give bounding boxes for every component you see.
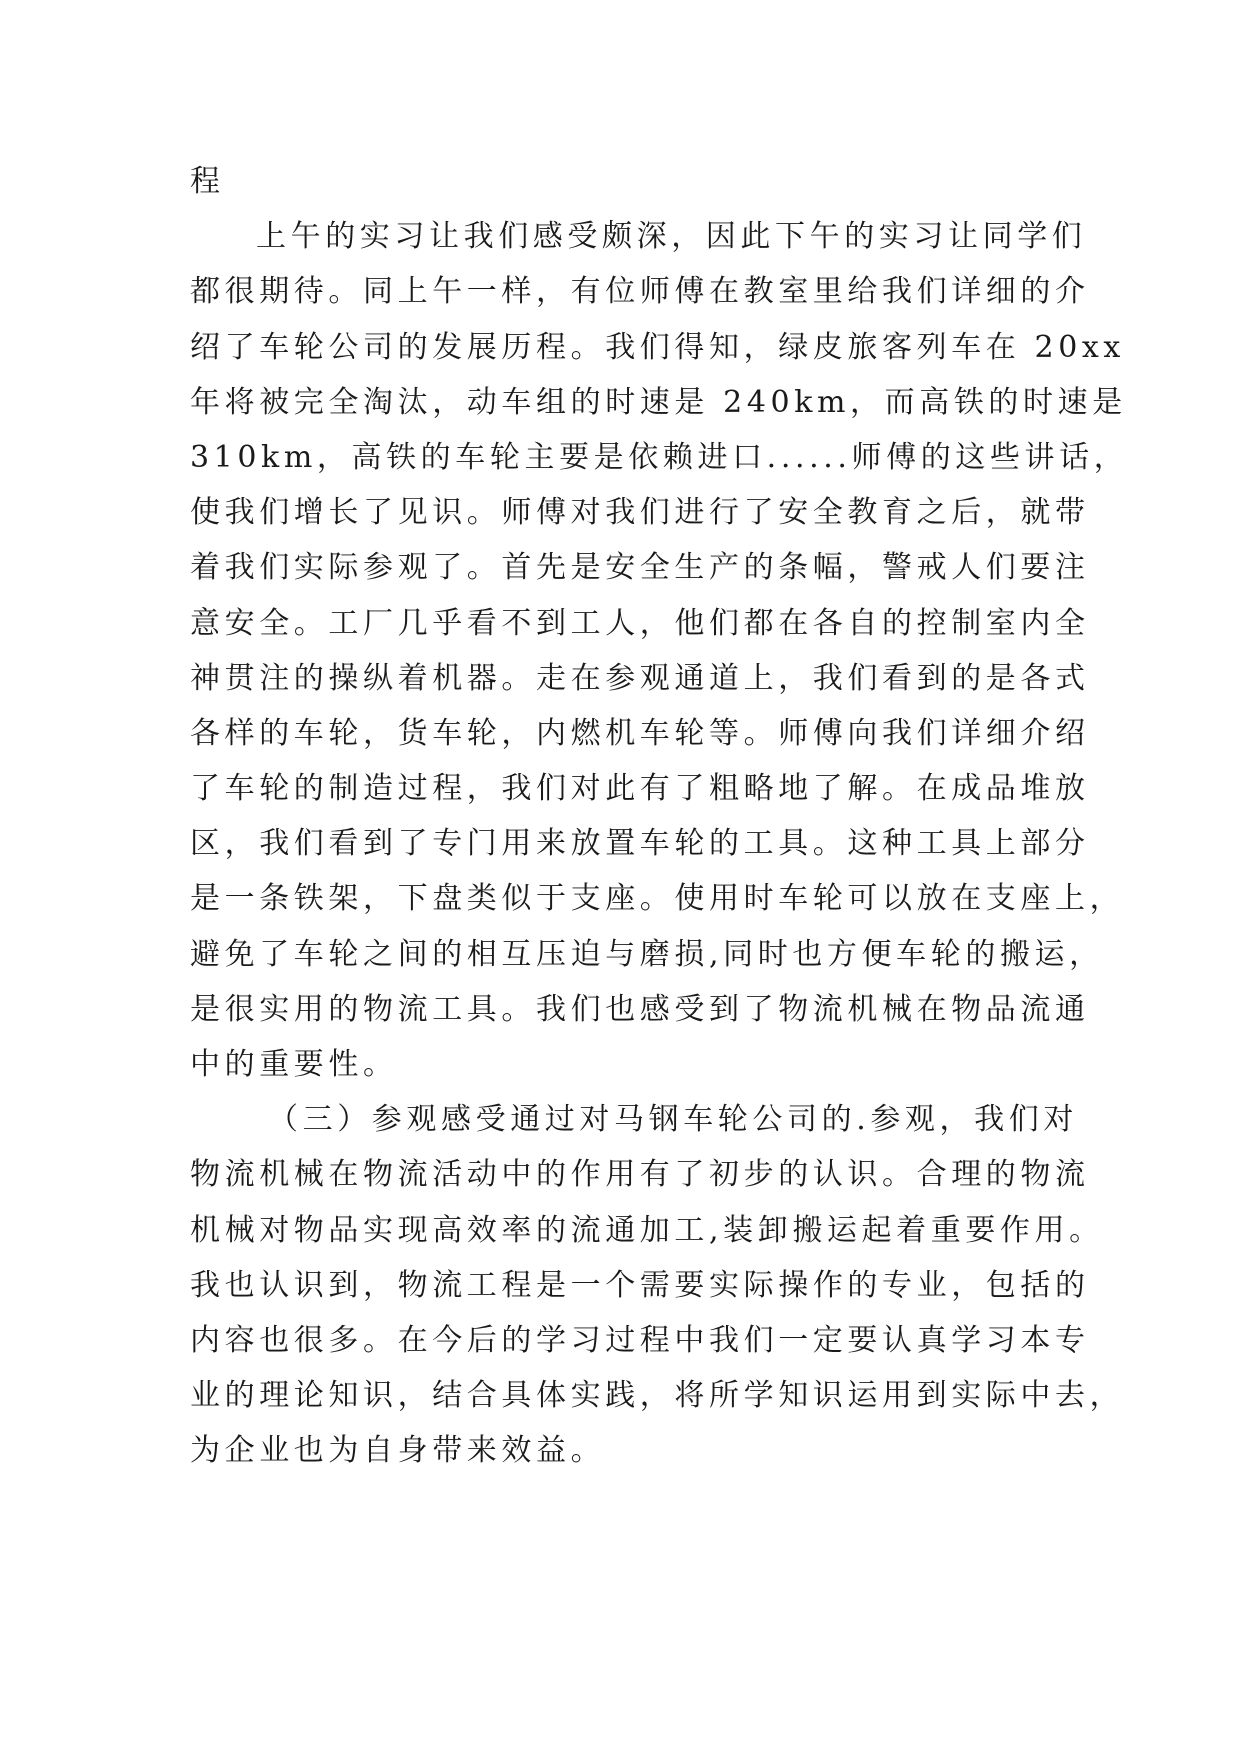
text-line: 都很期待。同上午一样，有位师傅在教室里给我们详细的介 — [190, 274, 1090, 310]
paragraph-first-line: 上午的实习让我们感受颇深，因此下午的实习让同学们 — [256, 219, 1087, 255]
text-line: 是很实用的物流工具。我们也感受到了物流机械在物品流通 — [190, 991, 1090, 1027]
text-line: 中的重要性。 — [190, 1047, 398, 1082]
text-line: 使我们增长了见识。师傅对我们进行了安全教育之后，就带 — [190, 495, 1090, 531]
text-line: 年将被完全淘汰，动车组的时速是 240km，而高铁的时速是 — [190, 384, 1127, 420]
text-line: 着我们实际参观了。首先是安全生产的条幅，警戒人们要注 — [190, 550, 1090, 586]
text-line: 是一条铁架，下盘类似于支座。使用时车轮可以放在支座上， — [190, 881, 1125, 917]
text-line: 神贯注的操纵着机器。走在参观通道上，我们看到的是各式 — [190, 660, 1090, 696]
text-line: 各样的车轮，货车轮，内燃机车轮等。师傅向我们详细介绍 — [190, 715, 1090, 751]
text-line: 区，我们看到了专门用来放置车轮的工具。这种工具上部分 — [190, 826, 1090, 862]
text-line: 避免了车轮之间的相互压迫与磨损,同时也方便车轮的搬运， — [190, 936, 1104, 972]
section-heading-line: （三）参观感受通过对马钢车轮公司的.参观，我们对 — [268, 1102, 1078, 1138]
document-body — [190, 154, 1129, 1479]
text-line: 程 — [190, 164, 225, 199]
text-line: 物流机械在物流活动中的作用有了初步的认识。合理的物流 — [190, 1157, 1090, 1193]
text-line: 机械对物品实现高效率的流通加工,装卸搬运起着重要作用。 — [190, 1212, 1104, 1248]
text-line: 内容也很多。在今后的学习过程中我们一定要认真学习本专 — [190, 1322, 1090, 1358]
text-line: 为企业也为自身带来效益。 — [190, 1433, 606, 1469]
text-line: 我也认识到，物流工程是一个需要实际操作的专业，包括的 — [190, 1267, 1090, 1303]
text-line: 业的理论知识，结合具体实践，将所学知识运用到实际中去， — [190, 1378, 1125, 1414]
text-line: 310km，高铁的车轮主要是依赖进口......师傅的这些讲话， — [190, 439, 1129, 475]
text-line: 了车轮的制造过程，我们对此有了粗略地了解。在成品堆放 — [190, 771, 1090, 807]
text-line: 绍了车轮公司的发展历程。我们得知，绿皮旅客列车在 20xx — [190, 329, 1125, 365]
text-line: 意安全。工厂几乎看不到工人，他们都在各自的控制室内全 — [190, 605, 1090, 641]
